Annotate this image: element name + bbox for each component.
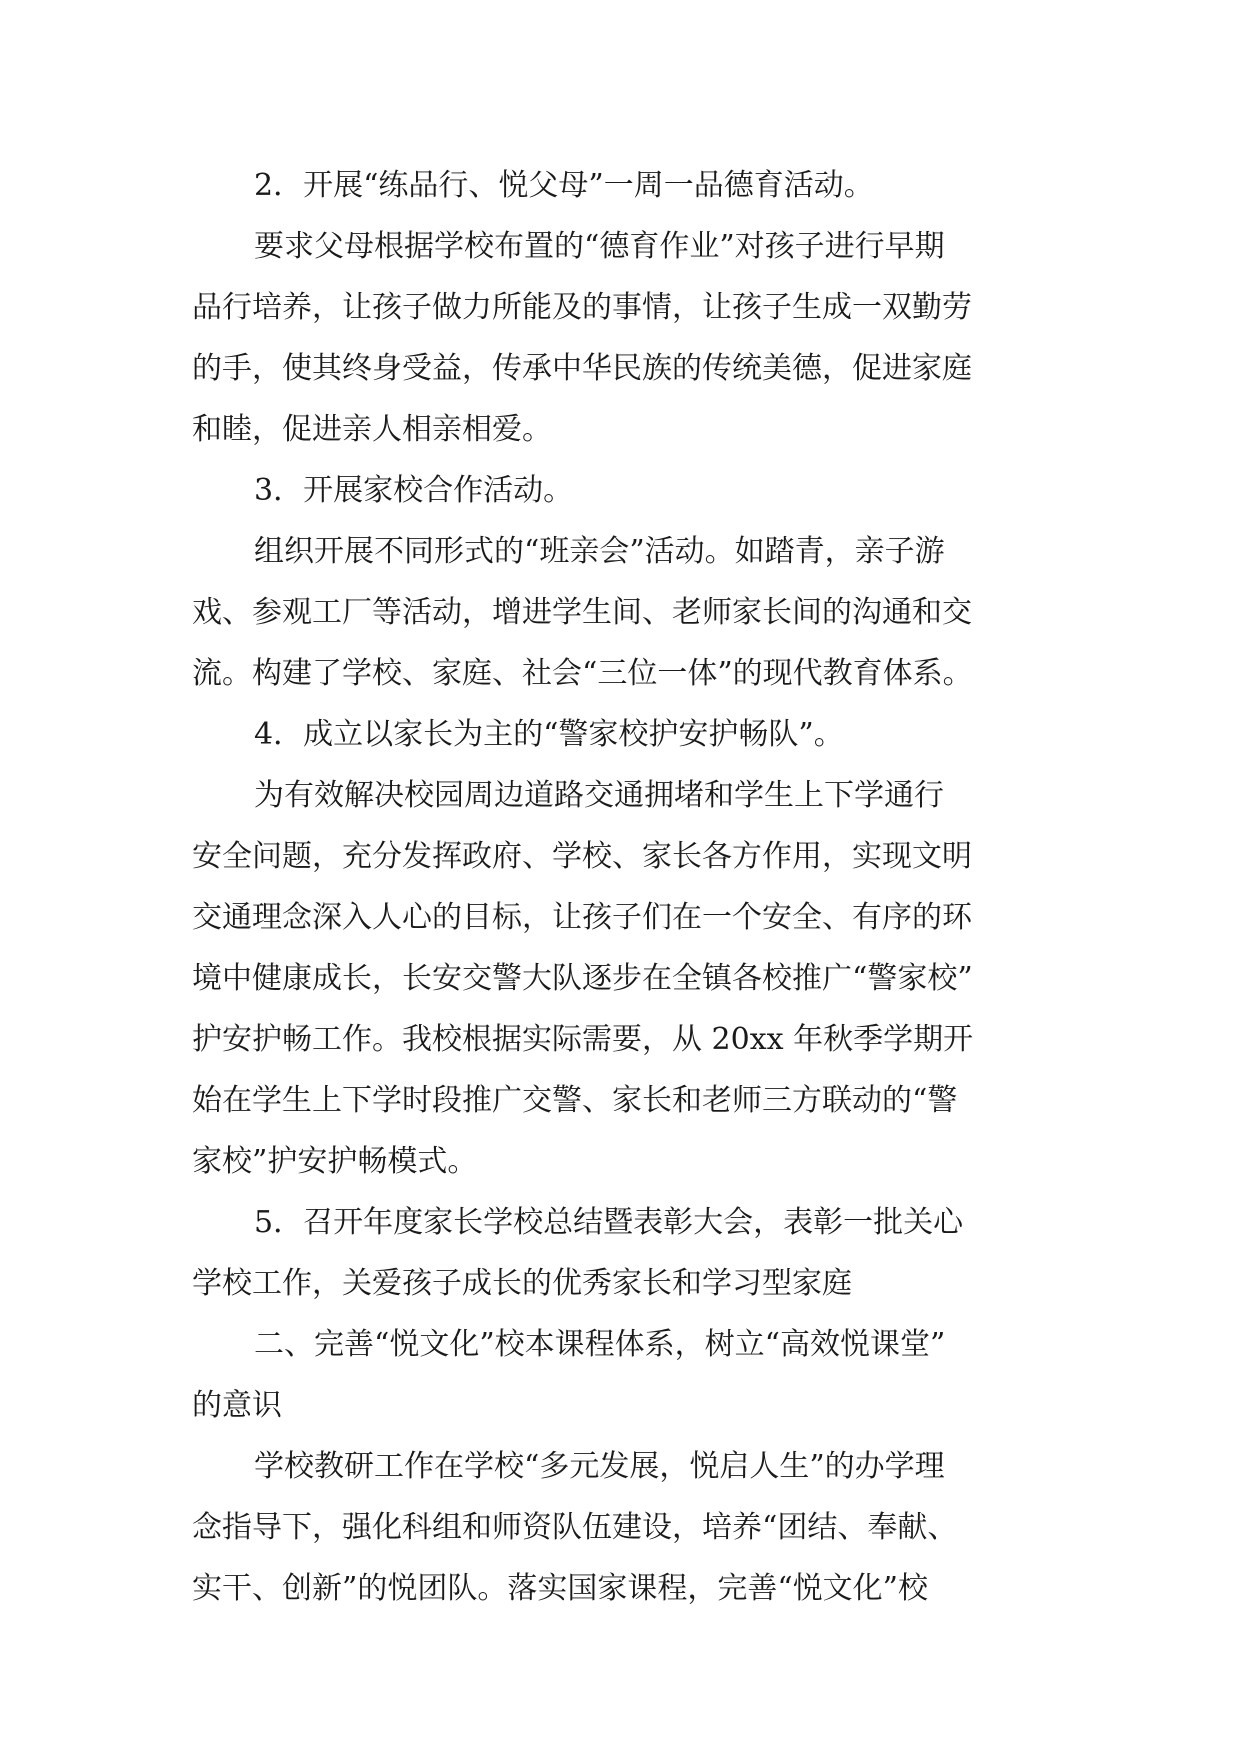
text-line: 二、完善“悦文化”校本课程体系，树立“高效悦课堂” [254, 1327, 946, 1362]
text-line: 始在学生上下学时段推广交警、家长和老师三方联动的“警 [192, 1083, 958, 1118]
paragraph-item-5 [192, 1192, 1072, 1314]
text-line: 的意识 [192, 1388, 282, 1423]
text-line: 安全问题，充分发挥政府、学校、家长各方作用，实现文明 [192, 839, 972, 874]
text-line: 学校工作，关爱孩子成长的优秀家长和学习型家庭 [192, 1266, 852, 1301]
paragraph-traffic-safety [192, 765, 1072, 1192]
text-line: 实干、创新”的悦团队。落实国家课程，完善“悦文化”校 [192, 1571, 929, 1606]
text-line: 和睦，促进亲人相亲相爱。 [192, 412, 552, 447]
text-line: 境中健康成长，长安交警大队逐步在全镇各校推广“警家校” [192, 961, 973, 996]
text-line: 交通理念深入人心的目标，让孩子们在一个安全、有序的环 [192, 900, 972, 935]
paragraph-moral-education [192, 216, 1072, 460]
text-line: 5．召开年度家长学校总结暨表彰大会，表彰一批关心 [254, 1205, 964, 1240]
text-line: 组织开展不同形式的“班亲会”活动。如踏青，亲子游 [254, 534, 945, 569]
paragraph-item-3-heading [192, 460, 1072, 521]
text-line: 护安护畅工作。我校根据实际需要，从 20xx 年秋季学期开 [192, 1022, 974, 1057]
text-line: 要求父母根据学校布置的“德育作业”对孩子进行早期 [254, 229, 945, 264]
text-line: 戏、参观工厂等活动，增进学生间、老师家长间的沟通和交 [192, 595, 972, 630]
paragraph-class-parent-meeting [192, 521, 1072, 704]
text-line: 念指导下，强化科组和师资队伍建设，培养“团结、奉献、 [192, 1510, 958, 1545]
paragraph-teaching-research [192, 1436, 1072, 1619]
text-line: 学校教研工作在学校“多元发展，悦启人生”的办学理 [254, 1449, 945, 1484]
text-line: 品行培养，让孩子做力所能及的事情，让孩子生成一双勤劳 [192, 290, 972, 325]
document-body [192, 155, 1072, 1619]
text-line: 的手，使其终身受益，传承中华民族的传统美德，促进家庭 [192, 351, 972, 386]
text-line: 为有效解决校园周边道路交通拥堵和学生上下学通行 [254, 778, 944, 813]
paragraph-item-2-heading [192, 155, 1072, 216]
text-line: 4．成立以家长为主的“警家校护安护畅队”。 [254, 717, 844, 752]
text-line: 3．开展家校合作活动。 [254, 473, 574, 508]
paragraph-section-2-heading [192, 1314, 1072, 1436]
paragraph-item-4-heading [192, 704, 1072, 765]
text-line: 流。构建了学校、家庭、社会“三位一体”的现代教育体系。 [192, 656, 973, 691]
text-line: 2．开展“练品行、悦父母”一周一品德育活动。 [254, 168, 874, 203]
text-line: 家校”护安护畅模式。 [192, 1144, 478, 1179]
